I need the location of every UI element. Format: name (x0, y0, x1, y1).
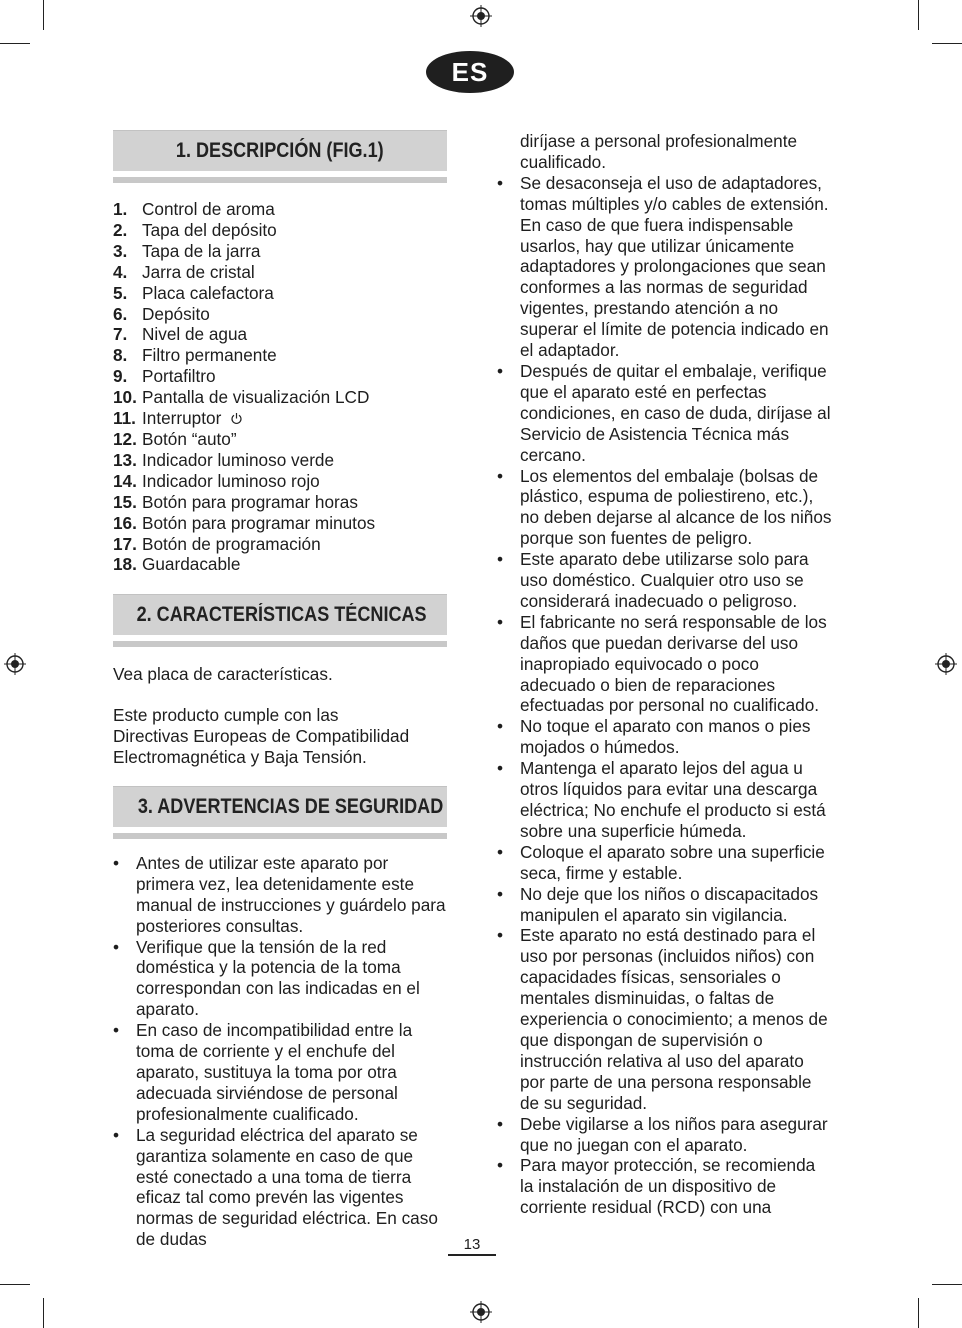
list-item: • No deje que los niños o discapacitados manipulen el aparato sin vigilancia. (497, 883, 819, 925)
section-divider (113, 641, 447, 647)
list-item: • No toque el aparato con manos o pies mojados o húmedos. (497, 716, 811, 758)
crop-mark-top-left-h (0, 43, 30, 44)
power-icon (230, 412, 243, 425)
list-item: • En caso de incompatibilidad entre la toma de corriente y el enchufe del aparato, sustituya la toma por otra adecuada sirviéndose de personal profesionalmente cualificado. (113, 1020, 413, 1124)
page-number: 13 (463, 1236, 481, 1253)
list-item: • Este aparato no está destinado para el uso por personas (incluidos niños) con capacidades físicas, sensoriales o mentales disminuidas, o faltas de experiencia o conocimiento; a menos de que dispongan de supervisión o instrucción relativa al uso del aparato por parte de una persona responsable de su seguridad. (497, 925, 828, 1113)
registration-mark-icon (935, 653, 957, 675)
list-item: 3. Tapa de la jarra (113, 240, 261, 261)
list-item: 10. Pantalla de visualización LCD (113, 387, 370, 408)
section-2-heading: 2. CARACTERÍSTICAS TÉCNICAS (113, 594, 447, 635)
section-divider (113, 177, 447, 183)
left-column (113, 130, 447, 1250)
list-item: • Este aparato debe utilizarse solo para uso doméstico. Cualquier otro uso se considerará inadecuado o peligroso. (497, 549, 809, 611)
list-item: • El fabricante no será responsable de los daños que puedan derivarse del uso inapropiado equivocado o poco adecuado o bien de reparaciones efectuadas por personal no cualificado. (497, 611, 827, 716)
registration-mark-icon (470, 1301, 492, 1323)
list-item: 2. Tapa del depósito (113, 219, 277, 240)
section-2-paragraph: Vea placa de características. (113, 664, 333, 685)
list-item: 12. Botón “auto” (113, 428, 237, 449)
list-item: 14. Indicador luminoso rojo (113, 470, 320, 491)
continued-paragraph: diríjase a personal profesionalmente cualificado. (520, 131, 798, 172)
crop-mark-bottom-right-h (932, 1284, 962, 1285)
language-badge: ES (426, 51, 514, 93)
list-item: • Coloque el aparato sobre una superficie seca, firme y estable. (497, 841, 825, 883)
list-item: 5. Placa calefactora (113, 282, 274, 303)
section-1-heading: 1. DESCRIPCIÓN (FIG.1) (113, 130, 447, 171)
list-item: • Después de quitar el embalaje, verifique que el aparato esté en perfectas condiciones, en caso de duda, diríjase al Servicio de Asistencia Técnica más cercano. (497, 360, 831, 465)
list-item: • Antes de utilizar este aparato por primera vez, lea detenidamente este manual de instrucciones y guárdelo para posteriores consultas. (113, 852, 446, 936)
list-item: • Se desaconseja el uso de adaptadores, tomas múltiples y/o cables de extensión. En caso de que fuera indispensable usarlos, hay que utilizar únicamente adaptadores y prolongaciones que sean conformes a las normas de seguridad vigentes, prestando atención a no superar el límite de potencia indicado en el adaptador. (497, 172, 829, 361)
section-3-heading: 3. ADVERTENCIAS DE SEGURIDAD (113, 786, 447, 827)
list-item: 6. Depósito (113, 303, 210, 324)
list-item: • Para mayor protección, se recomienda la instalación de un dispositivo de corriente residual (RCD) con una (497, 1155, 816, 1218)
list-item: 18. Guardacable (113, 554, 241, 575)
list-item: • Los elementos del embalaje (bolsas de plástico, espuma de poliestireno, etc.), no deben dejarse al alcance de los niños porque son fuentes de peligro. (497, 465, 832, 549)
crop-mark-bottom-left-v (43, 1298, 44, 1328)
list-item: 7. Nivel de agua (113, 324, 248, 345)
list-item: • Mantenga el aparato lejos del agua u otros líquidos para evitar una descarga eléctrica; No enchufe el producto si está sobre una superficie húmeda. (497, 758, 826, 841)
list-item: • Verifique que la tensión de la red doméstica y la potencia de la toma correspondan con las indicadas en el aparato. (113, 936, 420, 1020)
safety-warnings-list (113, 853, 447, 1250)
registration-mark-icon (4, 653, 26, 675)
crop-mark-top-right-h (932, 43, 962, 44)
list-item: 13. Indicador luminoso verde (113, 449, 335, 470)
page-number-underline (448, 1254, 496, 1256)
list-item: • La seguridad eléctrica del aparato se garantiza solamente en caso de que esté conectado a una toma de tierra eficaz tal como prevén las vigentes normas de seguridad eléctrica. En caso de dudas (113, 1124, 438, 1250)
list-item: 4. Jarra de cristal (113, 261, 255, 282)
section-2-paragraph: Este producto cumple con las Directivas Europeas de Compatibilidad Electromagnética y Baja Tensión. (113, 705, 410, 768)
list-item: 11. Interruptor (113, 408, 447, 429)
crop-mark-bottom-right-v (918, 1298, 919, 1328)
registration-mark-icon (470, 5, 492, 27)
description-list (113, 199, 447, 575)
crop-mark-bottom-left-h (0, 1284, 30, 1285)
list-item: 9. Portafiltro (113, 366, 216, 387)
crop-mark-top-left-v (43, 0, 44, 30)
list-item: 16. Botón para programar minutos (113, 512, 376, 533)
list-item: 8. Filtro permanente (113, 345, 277, 366)
right-column (497, 131, 833, 1218)
list-item: • Debe vigilarse a los niños para asegurar que no juegan con el aparato. (497, 1113, 828, 1155)
list-item: 17. Botón de programación (113, 533, 321, 554)
safety-warnings-list-continued (497, 173, 833, 1218)
crop-mark-top-right-v (918, 0, 919, 30)
section-divider (113, 833, 447, 839)
list-item: 15. Botón para programar horas (113, 491, 358, 512)
list-item: 1. Control de aroma (113, 199, 275, 219)
